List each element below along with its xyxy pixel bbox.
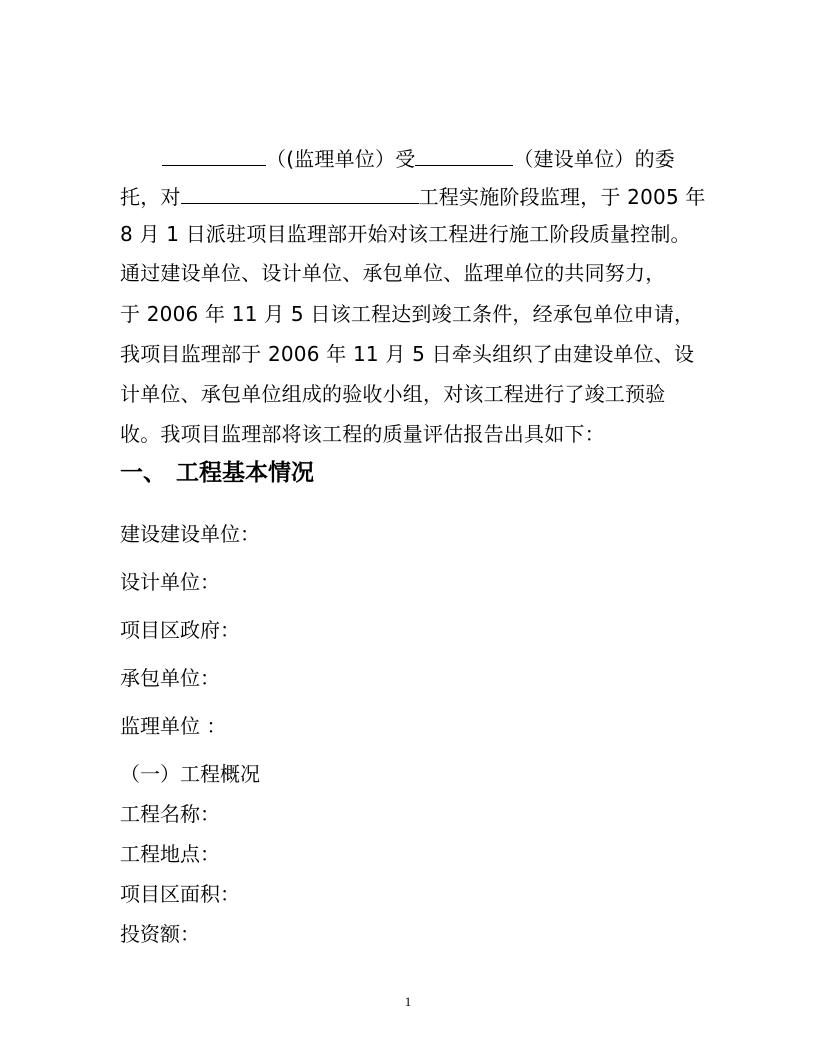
supervisor-blank[interactable]	[162, 145, 266, 166]
intro-line-8: 收。我项目监理部将该工程的质量评估报告出具如下：	[120, 422, 605, 446]
intro-line-2	[120, 183, 706, 209]
design-unit-label: 设计单位：	[120, 570, 220, 594]
project-name-label: 工程名称：	[120, 802, 220, 826]
supervisor-unit-label: 监理单位 ：	[120, 714, 227, 738]
client-blank[interactable]	[415, 145, 513, 166]
subsection-title: （一）工程概况	[120, 762, 260, 786]
page-number: 1	[404, 994, 412, 1009]
intro-line-6: 我项目监理部于 2006 年 11 月 5 日牵头组织了由建设单位、设	[120, 342, 695, 366]
intro-line-1-text-a: （(监理单位）受	[266, 147, 416, 171]
intro-line-1-text-b: （建设单位）的委	[513, 147, 676, 171]
project-blank[interactable]	[181, 183, 419, 204]
contractor-unit-label: 承包单位：	[120, 666, 220, 690]
intro-line-7: 计单位、承包单位组成的验收小组，对该工程进行了竣工预验	[120, 382, 666, 406]
investment-label: 投资额：	[120, 922, 200, 946]
section-title: 工程基本情况	[176, 460, 314, 486]
intro-line-2-text-a: 托，对	[120, 185, 181, 209]
intro-line-1	[120, 145, 675, 171]
intro-line-4: 通过建设单位、设计单位、承包单位、监理单位的共同努力，	[120, 261, 666, 285]
section-number: 一、	[120, 460, 166, 486]
section-heading	[120, 460, 314, 486]
intro-line-5: 于 2006 年 11 月 5 日该工程达到竣工条件，经承包单位申请，	[120, 302, 695, 326]
intro-line-3: 8 月 1 日派驻项目监理部开始对该工程进行施工阶段质量控制。	[120, 222, 691, 246]
construction-unit-label: 建设建设单位：	[120, 522, 260, 546]
district-government-label: 项目区政府：	[120, 618, 240, 642]
project-area-label: 项目区面积：	[120, 882, 240, 906]
intro-line-2-text-b: 工程实施阶段监理，于 2005 年	[418, 185, 706, 209]
project-location-label: 工程地点：	[120, 842, 220, 866]
